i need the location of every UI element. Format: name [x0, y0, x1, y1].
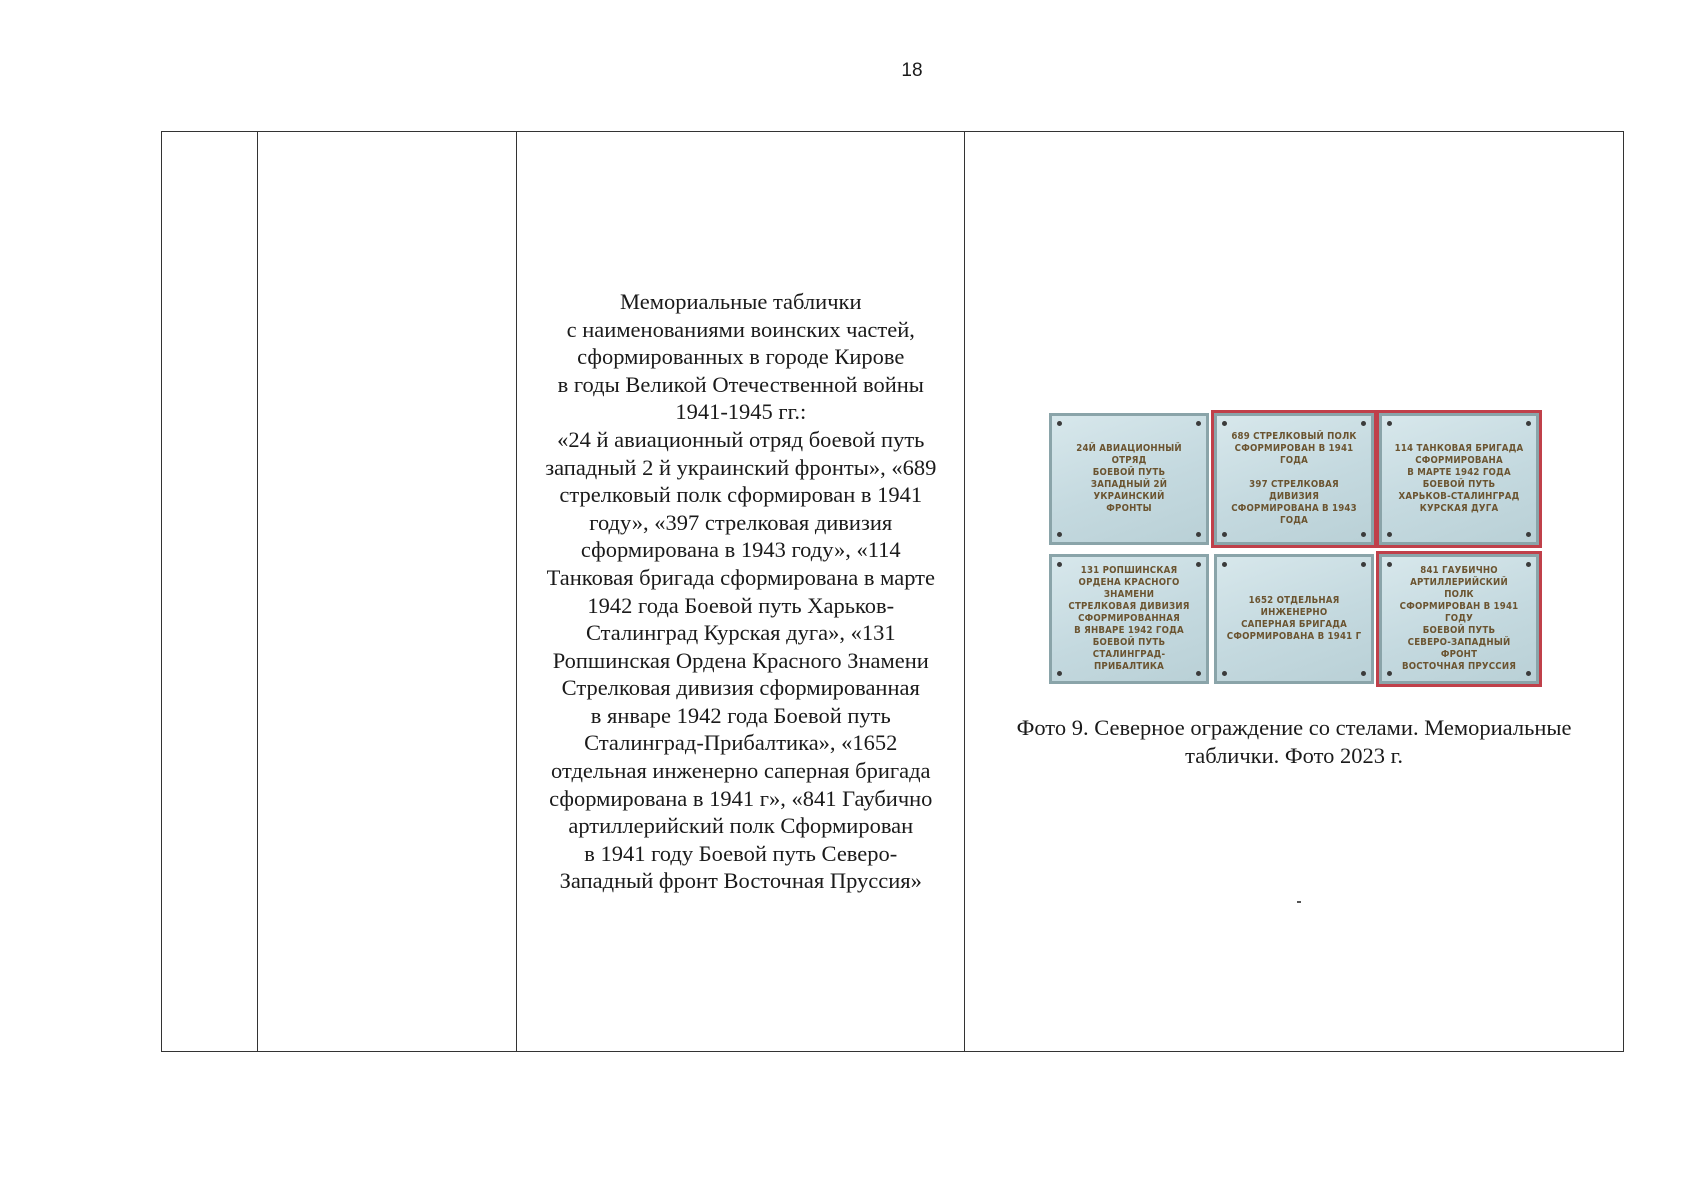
- bolt-icon: [1196, 532, 1201, 537]
- description-line: Ропшинская Ордена Красного Знамени: [552, 647, 929, 673]
- description-line: артиллерийский полк Сформирован: [568, 813, 914, 839]
- bolt-icon: [1196, 421, 1201, 426]
- bolt-icon: [1387, 671, 1392, 676]
- description-line: Сталинград Курская дуга», «131: [585, 620, 896, 646]
- plaque-inscription: 24Й АВИАЦИОННЫЙ ОТРЯД БОЕВОЙ ПУТЬ ЗАПАДНЫЙ 2Й УКРАИНСКИЙ ФРОНТЫ: [1076, 443, 1182, 515]
- description-line: 1942 года Боевой путь Харьков-: [587, 592, 895, 618]
- memorial-plaque: [1049, 554, 1209, 684]
- bolt-icon: [1361, 562, 1366, 567]
- description-line: сформирована в 1941 г», «841 Гаубично: [549, 785, 933, 811]
- description-line: Стрелковая дивизия сформированная: [561, 675, 920, 701]
- description-line: Мемориальные таблички: [620, 288, 862, 314]
- bolt-icon: [1526, 671, 1531, 676]
- description-line: отдельная инженерно саперная бригада: [551, 758, 931, 784]
- plaque-inscription: 131 РОПШИНСКАЯ ОРДЕНА КРАСНОГО ЗНАМЕНИ СТРЕЛКОВАЯ ДИВИЗИЯ СФОРМИРОВАННАЯ В ЯНВАРЕ 1942 ГОДА БОЕВОЙ ПУТЬ СТАЛИНГРАД-ПРИБАЛТИКА: [1068, 565, 1190, 673]
- description-text: [527, 288, 954, 895]
- object-name-cell: [258, 132, 517, 1052]
- description-line: году», «397 стрелковая дивизия: [589, 509, 893, 535]
- bolt-icon: [1361, 671, 1366, 676]
- bolt-icon: [1196, 562, 1201, 567]
- plaque-inscription: 689 СТРЕЛКОВЫЙ ПОЛК СФОРМИРОВАН В 1941 ГОДА 397 СТРЕЛКОВАЯ ДИВИЗИЯ СФОРМИРОВАНА В 1943 ГОДА: [1231, 431, 1357, 527]
- register-table: [161, 131, 1624, 1052]
- memorial-plaque: [1214, 413, 1374, 545]
- description-line: Танковая бригада сформирована в марте: [546, 564, 935, 590]
- memorial-plaque: [1379, 413, 1539, 545]
- memorial-plaque: [1379, 554, 1539, 684]
- bolt-icon: [1361, 532, 1366, 537]
- bolt-icon: [1387, 421, 1392, 426]
- bolt-icon: [1361, 421, 1366, 426]
- description-line: Западный фронт Восточная Пруссия»: [559, 868, 922, 894]
- caption-line: таблички. Фото 2023 г.: [1185, 743, 1403, 768]
- description-line: с наименованиями воинских частей,: [566, 316, 915, 342]
- description-line: 1941-1945 гг.:: [675, 399, 807, 425]
- description-line: стрелковый полк сформирован в 1941: [559, 482, 923, 508]
- bolt-icon: [1222, 532, 1227, 537]
- bolt-icon: [1057, 671, 1062, 676]
- memorial-plaques-photo: [1049, 413, 1539, 684]
- number-cell: [162, 132, 258, 1052]
- photo-cell: [965, 132, 1624, 1052]
- description-line: западный 2 й украинский фронты», «689: [545, 454, 937, 480]
- description-cell: [517, 132, 965, 1052]
- bolt-icon: [1222, 562, 1227, 567]
- bolt-icon: [1387, 532, 1392, 537]
- page-number: 18: [901, 60, 923, 81]
- photo-caption: [965, 714, 1623, 769]
- description-line: в 1941 году Боевой путь Северо-: [584, 840, 898, 866]
- description-line: в январе 1942 года Боевой путь: [590, 702, 891, 728]
- description-line: сформированных в городе Кирове: [577, 344, 905, 370]
- plaque-inscription: 114 ТАНКОВАЯ БРИГАДА СФОРМИРОВАНА В МАРТЕ 1942 ГОДА БОЕВОЙ ПУТЬ ХАРЬКОВ-СТАЛИНГРАД КУРСКАЯ ДУГА: [1394, 443, 1524, 515]
- description-line: Сталинград-Прибалтика», «1652: [584, 730, 898, 756]
- bolt-icon: [1526, 421, 1531, 426]
- bolt-icon: [1222, 421, 1227, 426]
- table-row: [162, 132, 1624, 1052]
- bolt-icon: [1222, 671, 1227, 676]
- scan-speck: [1297, 901, 1301, 903]
- description-line: сформирована в 1943 году», «114: [580, 537, 901, 563]
- bolt-icon: [1526, 562, 1531, 567]
- caption-line: Фото 9. Северное ограждение со стелами. Мемориальные: [1016, 715, 1572, 741]
- bolt-icon: [1057, 532, 1062, 537]
- plaque-inscription: 1652 ОТДЕЛЬНАЯ ИНЖЕНЕРНО САПЕРНАЯ БРИГАДА СФОРМИРОВАНА В 1941 Г: [1226, 595, 1362, 643]
- bolt-icon: [1526, 532, 1531, 537]
- memorial-plaque: [1049, 413, 1209, 545]
- description-line: в годы Великой Отечественной войны: [557, 371, 924, 397]
- plaque-inscription: 841 ГАУБИЧНО АРТИЛЛЕРИЙСКИЙ ПОЛК СФОРМИРОВАН В 1941 ГОДУ БОЕВОЙ ПУТЬ СЕВЕРО-ЗАПАДНЫЙ ФРОНТ ВОСТОЧНАЯ ПРУССИЯ: [1399, 565, 1519, 673]
- bolt-icon: [1196, 671, 1201, 676]
- description-line: «24 й авиационный отряд боевой путь: [557, 426, 925, 452]
- bolt-icon: [1057, 421, 1062, 426]
- memorial-plaque: [1214, 554, 1374, 684]
